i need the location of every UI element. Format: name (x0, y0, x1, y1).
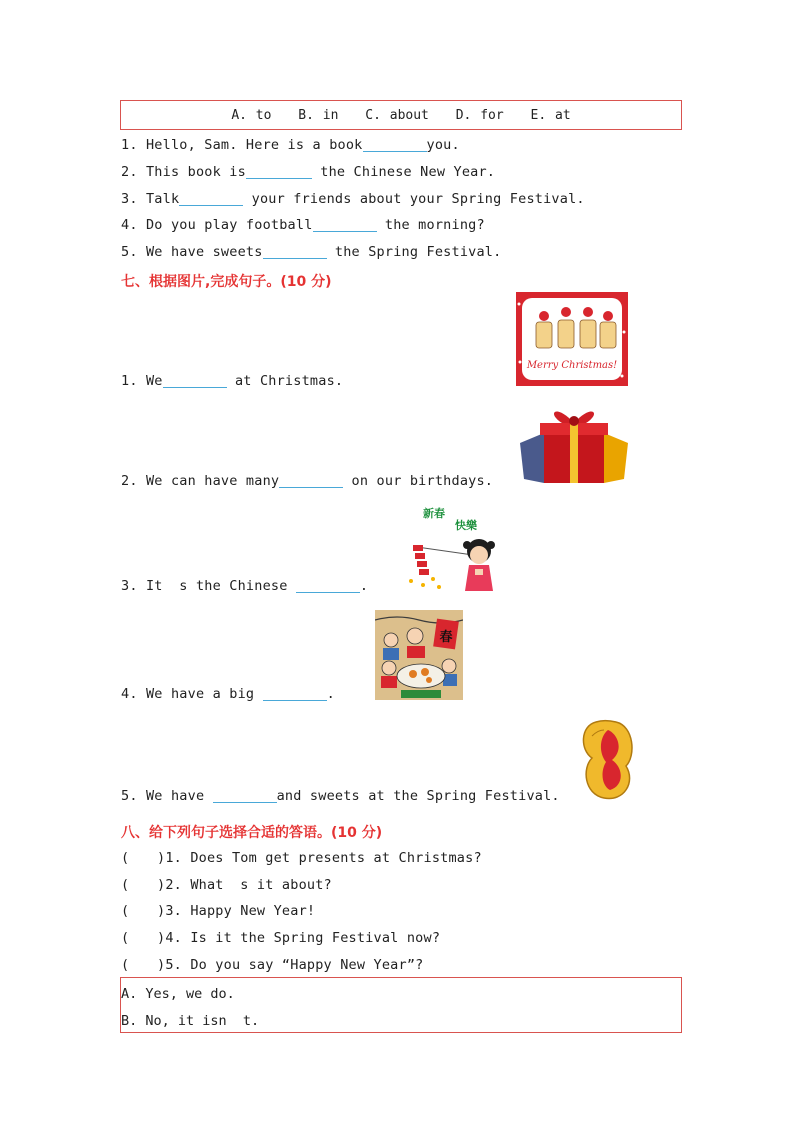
s7-item-5: 5. We have and sweets at the Spring Festival. (121, 788, 560, 804)
s7-item-4: 4. We have a big . (121, 686, 335, 702)
chun-character: 春 (439, 630, 453, 645)
s8-item-5: ( )5. Do you say “Happy New Year”? (121, 957, 424, 973)
option-d: D. for (455, 108, 504, 123)
answer-blank[interactable] (246, 164, 312, 179)
answer-a: A. Yes, we do. (121, 986, 235, 1002)
s7-item-2: 2. We can have many on our birthdays. (121, 473, 494, 489)
answer-b: B. No, it isn t. (121, 1013, 260, 1029)
options-list (121, 108, 681, 123)
gift-box-icon (516, 403, 632, 485)
options-box (120, 100, 682, 130)
answer-blank[interactable] (263, 686, 327, 701)
family-dinner-icon (375, 610, 463, 700)
option-e: E. at (530, 108, 571, 123)
s8-item-4: ( )4. Is it the Spring Festival now? (121, 930, 441, 946)
s6-item-3: 3. Talk your friends about your Spring Festival. (121, 191, 585, 207)
s6-item-1: 1. Hello, Sam. Here is a book you. (121, 137, 460, 153)
answer-blank[interactable] (263, 244, 327, 259)
section7-heading: 七、根据图片,完成句子。(10 分) (121, 274, 332, 290)
answer-blank[interactable] (213, 788, 277, 803)
s6-item-2: 2. This book is the Chinese New Year. (121, 164, 496, 180)
answer-blank[interactable] (279, 473, 343, 488)
answer-blank[interactable] (313, 217, 377, 232)
greeting-line-1: 新春 (423, 507, 445, 520)
s8-item-1: ( )1. Does Tom get presents at Christmas? (121, 850, 482, 866)
answer-blank[interactable] (179, 191, 243, 206)
answers-box (120, 977, 682, 1033)
option-a: A. to (231, 108, 272, 123)
s8-item-2: ( )2. What s it about? (121, 877, 332, 893)
chinese-new-year-icon (403, 503, 497, 593)
answer-blank[interactable] (296, 578, 360, 593)
answer-blank[interactable] (163, 373, 227, 388)
card-caption: Merry Christmas! (526, 360, 618, 371)
s6-item-4: 4. Do you play football the morning? (121, 217, 485, 233)
s8-item-3: ( )3. Happy New Year! (121, 903, 316, 919)
answer-blank[interactable] (363, 137, 427, 152)
s7-item-1: 1. We at Christmas. (121, 373, 344, 389)
peanut-icon (578, 716, 640, 802)
greeting-line-2: 快樂 (455, 519, 477, 532)
section8-heading: 八、给下列句子选择合适的答语。(10 分) (121, 825, 383, 841)
option-c: C. about (365, 108, 429, 123)
option-b: B. in (298, 108, 339, 123)
christmas-card-icon (516, 292, 628, 386)
s6-item-5: 5. We have sweets the Spring Festival. (121, 244, 502, 260)
s7-item-3: 3. It s the Chinese . (121, 578, 369, 594)
